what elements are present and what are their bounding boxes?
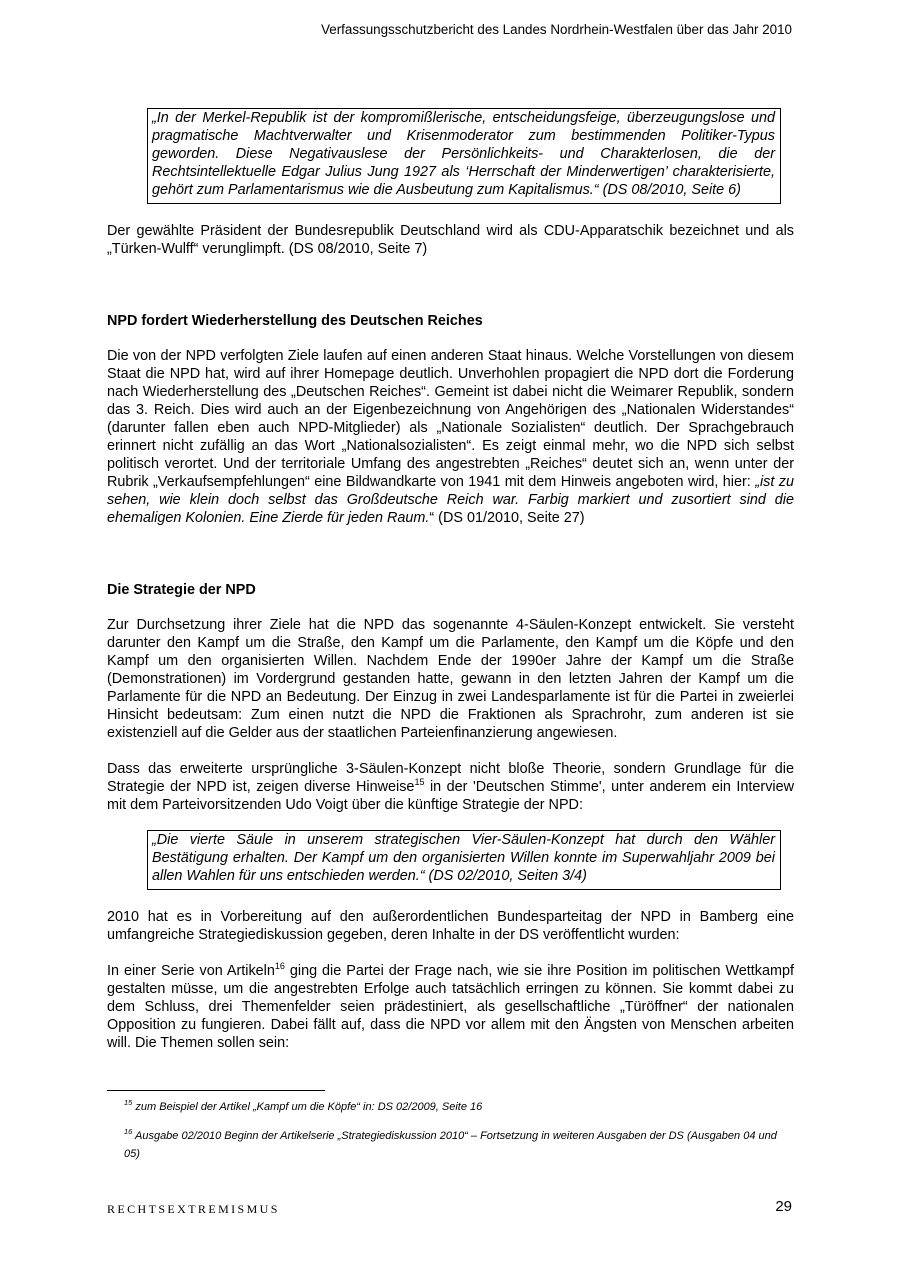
paragraph-article-series [107,962,794,1052]
paragraph-article-series-text: In einer Serie von Artikeln [107,963,275,979]
running-header: Verfassungsschutzbericht des Landes Nordrhein-Westfalen über das Jahr 2010 [321,22,792,37]
footnotes [124,1098,784,1163]
footnote-15-text: zum Beispiel der Artikel „Kampf um die Köpfe“ in: DS 02/2009, Seite 16 [132,1101,483,1113]
paragraph-reich-citation: “ (DS 01/2010, Seite 27) [429,510,585,526]
heading-reich: NPD fordert Wiederherstellung des Deutschen Reiches [107,313,483,329]
page-number: 29 [775,1198,792,1215]
paragraph-president: Der gewählte Präsident der Bundesrepublik Deutschland wird als CDU-Apparatschik bezeichnet und als „Türken-Wulff“ verunglimpft. (DS 08/2010, Seite 7) [107,223,794,257]
footnote-16 [124,1127,784,1163]
footnote-15-number: 15 [124,1098,133,1107]
paragraph-reich [107,347,794,527]
footnote-16-text: Ausgabe 02/2010 Beginn der Artikelserie „Strategiediskussion 2010“ – Fortsetzung in weiteren Ausgaben der DS (Ausgaben 04 und 05) [124,1130,777,1160]
paragraph-reich-quote: „ist zu sehen, wie klein doch selbst das Großdeutsche Reich war. Farbig markiert und zusortiert sind die ehemaligen Kolonien. Eine Zierde für jeden Raum. [107,474,794,526]
quote-box-merkel-republic: „In der Merkel-Republik ist der kompromißlerische, entscheidungsfeige, überzeugungslose und pragmatische Machtverwalter und Krisenmoderator zum bestimmenden Politiker-Typus geworden. Diese Negativauslese der Persönlichkeits- und Charakterlosen, die der Rechtsintellektuelle Edgar Julius Jung 1927 als ‘Herrschaft der Minderwertigen’ charakterisierte, gehört zum Parlamentarismus wie die Ausbeutung zum Kapitalismus.“ (DS 08/2010, Seite 6) [147,108,781,204]
paragraph-three-pillars-rest: in der 'Deutschen Stimme', unter anderem ein Interview mit dem Parteivorsitzenden Udo Voigt über die künftige Strategie der NPD: [107,779,795,813]
footnote-ref-16[interactable]: 16 [274,961,285,971]
paragraph-reich-text: Die von der NPD verfolgten Ziele laufen auf einen anderen Staat hinaus. Welche Vorstellungen von diesem Staat die NPD hat, wird auf ihrer Homepage deutlich. Unverhohlen propagiert die NPD dort die Forderung nach Wiederherstellung des „Deutschen Reiches“. Gemeint ist dabei nicht die Weimarer Republik, sondern das 3. Reich. Dies wird auch an der Eigenbezeichnung von Angehörigen des „Nationalen Widerstandes“ (darunter fallen eben auch NPD-Mitglieder) als „Nationale Sozialisten“ deutlich. Der Sprachgebrauch erinnert nicht zufällig an das Wort „Nationalsozialisten“. Es zeigt einmal mehr, wo die NPD sich selbst politisch verortet. Und der territoriale Umfang des angestrebten „Reiches“ deutet sich an, wenn unter der Rubrik „Verkaufsempfehlungen“ eine Bildwandkarte von 1941 mit dem Hinweis angeboten wird, hier: [107,348,794,490]
paragraph-three-pillars-text: Dass das erweiterte ursprüngliche 3-Säulen-Konzept nicht bloße Theorie, sondern Grundlage für die Strategie der NPD ist, zeigen diverse Hinweise [107,761,794,795]
footnote-ref-15[interactable]: 15 [414,777,425,787]
paragraph-article-series-rest: ging die Partei der Frage nach, wie sie ihre Position im politischen Wettkampf gestalten müsse, um die angestrebten Erfolge auch tatsächlich erringen zu können. Sie kommt dabei zu dem Schluss, drei Themenfelder seien prädestiniert, als gesellschaftliche „Türöffner“ der nationalen Opposition zu fungieren. Dabei fällt auf, dass die NPD vor allem mit den Ängsten von Menschen arbeiten will. Die Themen sollen sein: [107,963,794,1051]
paragraph-three-pillars [107,760,794,814]
footnote-separator [107,1090,325,1091]
paragraph-four-pillars: Zur Durchsetzung ihrer Ziele hat die NPD das sogenannte 4-Säulen-Konzept entwickelt. Sie versteht darunter den Kampf um die Straße, den Kampf um die Parlamente, den Kampf um die Köpfe und den Kampf um den organisierten Willen. Nachdem Ende der 1990er Jahre der Kampf um die Straße (Demonstrationen) im Vordergrund gestanden hatte, gewann in den letzten Jahren der Kampf um die Parlamente für die NPD an Bedeutung. Der Einzug in zwei Landesparlamente ist für die Partei in zweierlei Hinsicht bedeutsam: Zum einen nutzt die NPD die Fraktionen als Sprachrohr, zum anderen ist sie existenziell auf die Gelder aus der staatlichen Parteienfinanzierung angewiesen. [107,617,794,741]
main-content [107,108,794,1052]
footnote-16-number: 16 [124,1127,133,1136]
heading-strategy: Die Strategie der NPD [107,582,256,598]
quote-box-fourth-pillar: „Die vierte Säule in unserem strategischen Vier-Säulen-Konzept hat durch den Wähler Bestätigung erhalten. Der Kampf um den organisierten Willen konnte im Superwahljahr 2009 bei allen Wahlen für uns entschieden werden.“ (DS 02/2010, Seiten 3/4) [147,830,781,890]
footnote-15 [124,1098,784,1116]
paragraph-bamberg: 2010 hat es in Vorbereitung auf den außerordentlichen Bundesparteitag der NPD in Bamberg eine umfangreiche Strategiediskussion gegeben, deren Inhalte in der DS veröffentlicht wurden: [107,909,794,943]
footer-section-label: RECHTSEXTREMISMUS [107,1202,280,1216]
